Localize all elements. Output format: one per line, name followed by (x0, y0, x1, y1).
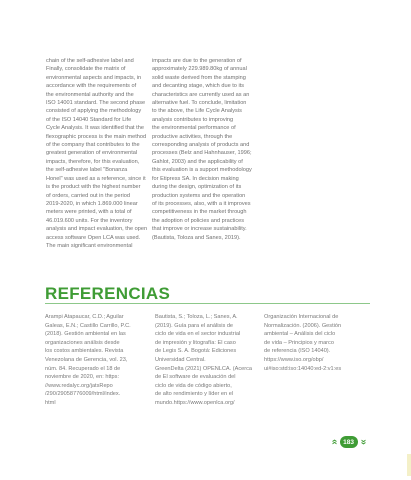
body-column-right (152, 57, 253, 242)
text-line: ambiental – Análisis del ciclo (264, 331, 336, 338)
text-line: meters were printed, with a total of (46, 209, 132, 216)
text-line: chain of the self-adhesive label and (46, 58, 134, 64)
text-line: de impresión y litografía: El caso (155, 339, 236, 346)
text-line: of its processes, also, with a it improves (152, 200, 251, 207)
text-line: ui#iso:std:iso:14040:ed-2:v1:es (264, 365, 342, 372)
text-line: characteristics are currently used as an (152, 91, 250, 98)
text-line: de alto rendimiento y líder en el (155, 391, 234, 398)
text-line: for Etipress SA. In decision making (152, 175, 239, 182)
text-line: accordance with the requirements of (46, 83, 137, 90)
text-line: competitiveness in the market through (152, 209, 247, 216)
text-line: processes (Belz and Hahnhauser, 1996; (152, 150, 252, 157)
text-line: html (45, 399, 56, 406)
reference-entry (264, 313, 374, 373)
text-line: ciclo de vida en el sector industrial (155, 331, 241, 338)
text-line: productive activities, through the (152, 133, 233, 140)
section-heading: REFERENCIAS (45, 284, 171, 303)
text-line: the adoption of policies and practices (152, 217, 245, 224)
text-line: Venezolana de Gerencia, vol. 23, (45, 356, 128, 363)
text-line: GreenDelta (2021) OPENLCA. (Acerca (155, 365, 252, 372)
text-line: of orders, carried out in the period (46, 192, 130, 199)
text-line: production systems and the operation (152, 192, 246, 199)
text-line: //www.redalyc.org/jatsRepo (45, 382, 113, 389)
text-line: los costos ambientales. Revista (45, 348, 124, 355)
double-chevron-up-icon[interactable]: » (328, 439, 340, 445)
text-line: Finally, consolidate the matrix of (46, 66, 126, 73)
text-line: mundo.https://www.openlca.org/ (155, 399, 235, 406)
text-line: alternative fuel. To conclude, limitation (152, 100, 247, 107)
text-line: de Legis S. A. Bogotá: Ediciones (155, 348, 237, 355)
text-line: Gahlot, 2003) and the applicability of (152, 158, 243, 165)
text-line: 46.019.600 units. For the inventory (46, 217, 133, 224)
text-line: during the design, optimization of its (152, 184, 242, 191)
text-line: the environmental performance of (152, 125, 236, 132)
text-line: solid waste derived from the stamping (152, 74, 246, 81)
text-line: Arampi Atapaucar, C.D.; Aguilar (45, 314, 124, 320)
text-line: https://www.iso.org/obp/ (264, 356, 324, 363)
text-line: this evaluation is a support methodology (152, 167, 252, 174)
text-line: (2018). Gestión ambiental en las (45, 331, 126, 338)
text-line: Organización Internacional de (264, 314, 339, 320)
text-line: /290/29058776009/html/index. (45, 391, 121, 398)
text-line: (Bautista, Toloza and Sanes, 2019). (152, 234, 241, 241)
double-chevron-down-icon[interactable]: » (357, 439, 369, 445)
text-line: analysis and impact evaluation, the open (46, 226, 147, 233)
text-line: greatest generation of environmental (46, 150, 138, 157)
reference-entry (155, 313, 258, 408)
text-line: ISO 14001 standard. The second phase (46, 100, 146, 107)
page-number-badge: 183 (340, 436, 358, 448)
text-line: ciclo de vida de código abierto, (155, 382, 232, 389)
text-line: 2019-2020, in which 1.869.000 linear (46, 200, 138, 207)
text-line: Honel" was used as a reference, since it (46, 175, 146, 182)
body-column-left (46, 57, 147, 250)
text-line: and decanting stage, which due to its (152, 83, 245, 90)
text-line: to the above, the Life Cycle Analysis (152, 108, 242, 115)
text-line: is the product with the highest number (46, 184, 141, 191)
text-line: impacts are due to the generation of (152, 58, 242, 64)
text-line: de El software de evaluación del (155, 374, 236, 381)
text-line: núm. 84. Recuperado el 18 de (45, 365, 121, 372)
text-line: of the ISO 14040 Standard for Life (46, 116, 132, 123)
text-line: corresponding analysis of products and (152, 142, 250, 149)
text-line: that improve or increase sustainability. (152, 226, 247, 233)
text-line: organizaciones análisis desde (45, 339, 120, 346)
text-line: the self-adhesive label "Bonanza (46, 167, 128, 174)
text-line: de referencia (ISO 14040). (264, 348, 331, 355)
text-line: The main significant environmental (46, 242, 133, 249)
text-line: environmental aspects and impacts, in (46, 74, 142, 81)
text-line: Universidad Central. (155, 356, 206, 363)
text-line: of the company that contributes to the (46, 142, 140, 149)
text-line: noviembre de 2020, en: https: (45, 374, 120, 381)
text-line: de vida – Principios y marco (264, 339, 334, 346)
text-line: access software Open LCA was used. (46, 234, 141, 241)
side-tab (407, 454, 411, 476)
text-line: approximately 229.989.80kg of annual (152, 66, 247, 73)
text-line: Galeas, E.N.; Castillo Carrillo, P.C. (45, 322, 131, 329)
text-line: the environmental authority and the (46, 91, 134, 98)
text-line: impacts, therefore, for this evaluation, (46, 158, 140, 165)
text-line: analysis contributes to improving (152, 116, 234, 123)
text-line: flexographic process is the main method (46, 133, 147, 140)
text-line: (2019). Guía para el análisis de (155, 322, 234, 329)
text-line: Cycle Analysis. It was identified that the (46, 125, 144, 132)
text-line: consisted of applying the methodology (46, 108, 142, 115)
heading-divider (45, 303, 370, 304)
reference-entry (45, 313, 148, 408)
text-line: Normalización. (2006). Gestión (264, 322, 342, 329)
page-navigation (328, 435, 369, 449)
text-line: Bautista, S.; Toloza, L.; Sanes, A. (155, 314, 238, 320)
